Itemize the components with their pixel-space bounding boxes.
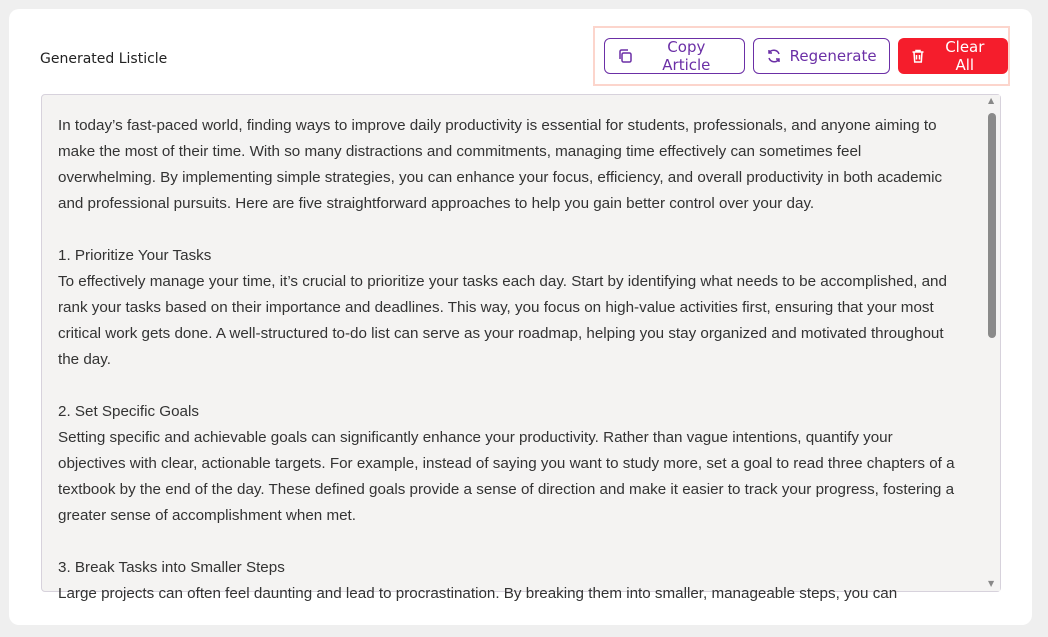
copy-article-label: Copy Article [662, 38, 711, 74]
copy-article-button[interactable] [604, 38, 745, 74]
article-textarea[interactable] [41, 94, 1001, 602]
scroll-up-icon[interactable]: ▲ [988, 96, 995, 105]
scroll-down-icon[interactable]: ▼ [988, 579, 995, 588]
action-buttons [593, 26, 1010, 86]
article-text[interactable]: In today’s fast-paced world, finding ways to improve daily productivity is essential for students, professionals, and anyone aiming to make the most of their time. With so many distractions and commitments, managing time effectively can sometimes feel overwhelming. By implementing simple strategies, you can enhance your focus, efficiency, and overall productivity in both academic and professional pursuits. Here are five straightforward approaches to help you gain better control over your day. 1. Prioritize Your Tasks To effectively manage your time, it’s crucial to prioritize your tasks each day. Start by identifying what needs to be accomplished, and rank your tasks based on their importance and deadlines. This way, you focus on high-value activities first, ensuring that your most critical work gets done. A well-structured to-do list can serve as your roadmap, helping you stay organized and motivated throughout the day. 2. Set Specific Goals Setting specific and achievable goals can significantly enhance your productivity. Rather than vague intentions, quantify your objectives with clear, actionable targets. For example, instead of saying you want to study more, set a goal to read three chapters of a textbook by the end of the day. These defined goals provide a sense of direction and make it easier to track your progress, fostering a greater sense of accomplishment when met. 3. Break Tasks into Smaller Steps Large projects can often feel daunting and lead to procrastination. By breaking them into smaller, manageable steps, you can [58, 117, 955, 602]
regenerate-label: Regenerate [789, 47, 877, 65]
clear-all-button[interactable] [898, 38, 1008, 74]
trash-icon [910, 48, 926, 64]
listicle-card [9, 9, 1032, 625]
section-title: Generated Listicle [40, 51, 168, 67]
refresh-icon [766, 48, 782, 64]
scrollbar-thumb[interactable] [988, 113, 996, 338]
clear-all-label: Clear All [945, 38, 985, 74]
scrollbar[interactable] [985, 95, 1000, 591]
regenerate-button[interactable] [753, 38, 890, 74]
copy-icon [617, 48, 633, 64]
